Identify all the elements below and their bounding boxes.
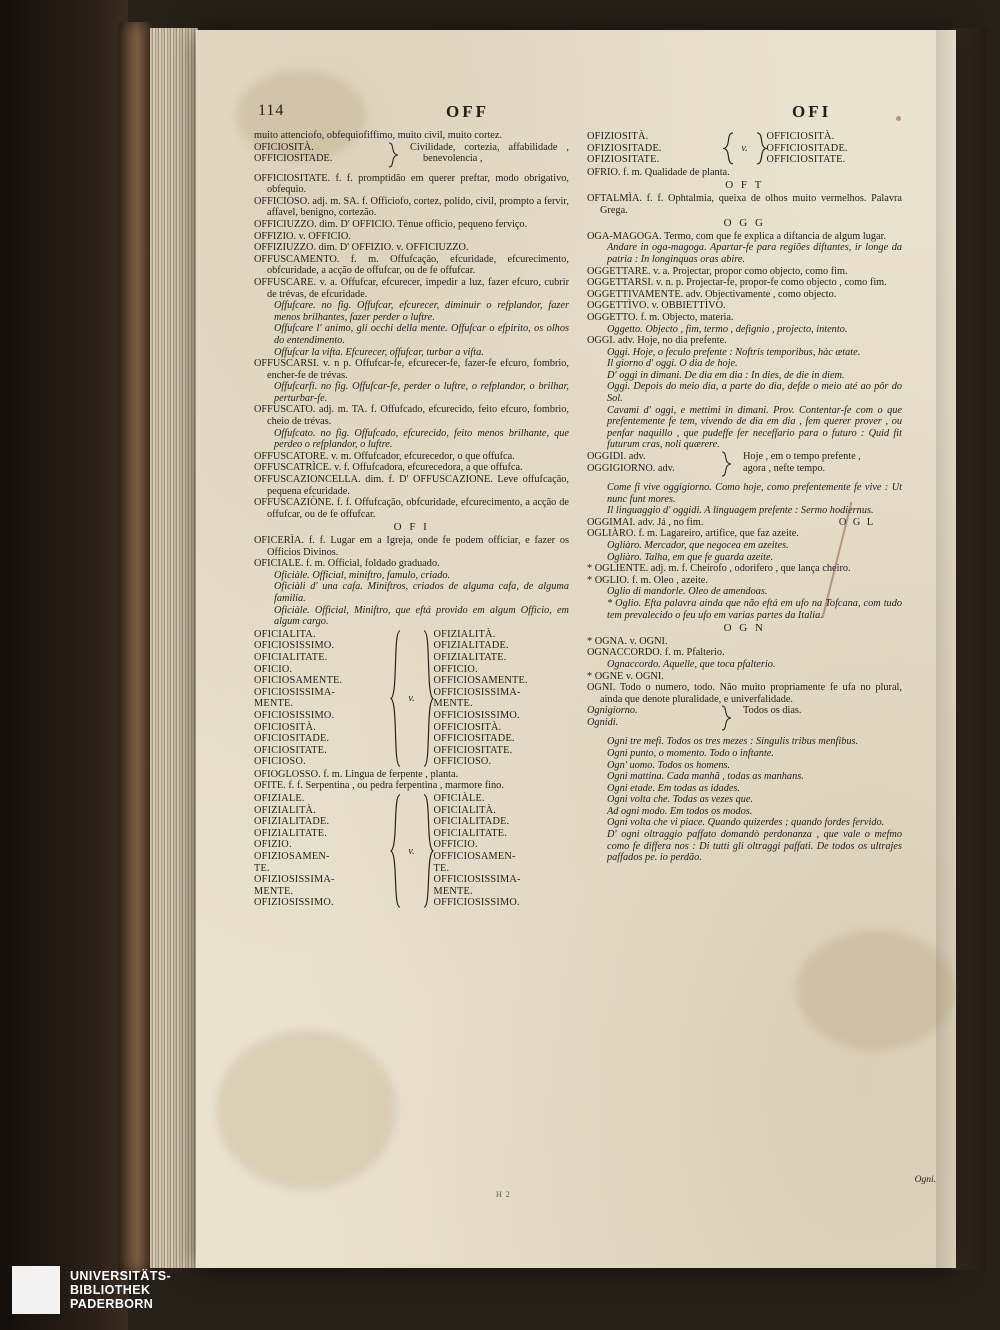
entry: OFFUSCATRÌCE. v. f. Offufcadora, efcurecedora, a que offufca. xyxy=(254,462,523,474)
catchword: Ogni. xyxy=(914,1175,936,1185)
brace-left-item: OFIZIALITÀ. xyxy=(254,804,316,816)
brace-see-also: v. xyxy=(408,692,415,704)
entry: muito attenciofo, obfequiofiffimo, muito civil, muito cortez. xyxy=(254,130,503,141)
brace-right-item: OFFICIO. xyxy=(433,839,478,851)
entry: OFFUSCAZIÒNE. f. f. Offufcação, obfcuridade, efcurecimento, a acção de offufcar, ou de fe offufcar. xyxy=(254,497,569,520)
entry-sub: Ogni etade. Em todas as idades. xyxy=(607,782,740,794)
brace-group-oggidi xyxy=(587,451,902,482)
entry: OGGETTO. f. m. Objecto, materia. xyxy=(587,311,734,323)
brace-icon xyxy=(386,142,402,173)
entry: OFFUSCAMENTO. f. m. Offufcação, efcuridade, efcurecimento, obfcuridade, a acção de offufcar, ou de fe offufcar. xyxy=(254,253,569,277)
brace-group-1 xyxy=(254,629,569,768)
entry-sub: Ognaccordo. Aquelle, que toca pfalterio. xyxy=(607,658,776,670)
entry-sub: D' ogni oltraggio paffato domandò perdonanza , que vale o mefmo como fe differa nos : Di tutti gli oltraggi paffati. De todos os ultrajes paffados pe. io perdão. xyxy=(607,829,902,864)
entry: OGGETTÌVO. v. OBBIETTÌVO. xyxy=(587,300,726,312)
library-stamp-text xyxy=(70,1269,171,1311)
brace-right-item: OFFICIOSAMENTE. xyxy=(433,675,528,687)
entry-headword: Ognidi. xyxy=(587,716,619,728)
brace-icon xyxy=(719,705,735,736)
entry-sub: Ogliàro. Talha, em que fe guarda azeite. xyxy=(607,551,774,563)
brace-right-item: OFFICIOSITATE. xyxy=(433,744,513,756)
brace-connector xyxy=(390,629,434,768)
entry-sub: Offufcato. no fig. Offufcado, efcurecido, feito menos brilhante, que perdeo o refplandor, o luftre. xyxy=(274,427,569,451)
brace-left-item: OFICIO. xyxy=(254,663,293,675)
entry: OFICIALE. f. m. Official, foldado graduado. xyxy=(254,558,440,570)
brace-icon xyxy=(719,451,735,482)
book-left-edge xyxy=(0,0,128,1330)
brace-see-also: v. xyxy=(408,845,415,857)
entry: * OGNE v. OGNI. xyxy=(587,670,664,682)
entry-sub: Ogliàro. Mercador, que negocea em azeites. xyxy=(607,540,789,551)
brace-group-oficiosita xyxy=(254,142,569,173)
book-page xyxy=(196,30,956,1268)
brace-left-item: OFICIOSISSIMA- xyxy=(254,686,336,698)
entry: OGGI. adv. Hoje, no dia prefente. xyxy=(587,335,727,347)
entry-sub: Offufcare l' animo, gli occhi della mente. Offufcar o efpirito, os olhos do entendimento. xyxy=(274,323,569,346)
stamp-line-3: PADERBORN xyxy=(70,1297,154,1311)
entry: OFFIZIO. v. OFFICIO. xyxy=(254,230,351,242)
brace-see-also: v. xyxy=(741,142,748,154)
entry-sub: * Oglio. Efta palavra ainda que não eftá em ufo na Tofcana, com tudo tem prevalecido o feu ufo em varias partes da Italia. xyxy=(607,597,902,621)
entry-definition: Hoje , em o tempo prefente , xyxy=(743,451,861,463)
entry-sub: Cavami d' oggi, e mettimi in dimani. Prov. Contentar-fe com o que prefentemente fe tem, vivendo de dia em dia , fem querer prover , ou penfar naquillo , que pudeffe fer neceffario para o futuro : Quid fit futurum cras, noli quærere. xyxy=(607,404,902,451)
brace-connector xyxy=(723,131,767,166)
entry: OFIOGLOSSO. f. m. Lingua de ferpente , planta. xyxy=(254,768,459,780)
stamp-line-1: UNIVERSITÄTS- xyxy=(70,1269,172,1283)
entry-sub: D' oggi in dimani. De dia em dia : In dies, de die in diem. xyxy=(607,369,845,381)
library-logo-icon xyxy=(12,1266,60,1314)
entry: OFFIZIUZZO. dim. D' OFFIZIO. v. OFFICIUZZO. xyxy=(254,242,469,254)
entry: OFFICIUZZO. dim. D' OFFICIO. Tènue officio, pequeno ferviço. xyxy=(254,218,528,230)
entry: OGA-MAGOGA. Termo, com que fe explica a diftancia de algum lugar. xyxy=(587,230,887,242)
brace-left-item: OFIZIOSISSIMO. xyxy=(254,897,334,909)
entry-sub: Come fi vive oggigiorno. Como hoje, como prefentemente fe vive : Ut nunc funt mores. xyxy=(607,482,902,505)
brace-right-item: OFFICIOSAMEN- xyxy=(433,851,516,863)
entry-sub: Ogni mattina. Cada manhã , todas as manhans. xyxy=(607,771,804,783)
page-content xyxy=(196,30,956,1268)
entry-sub: Ogni volta che vi piace. Quando quizerdes ; quando fordes fervido. xyxy=(607,817,885,829)
entry-definition: Civilidade, cortezia, affabilidade , benevolencia , xyxy=(410,141,569,165)
two-column-text xyxy=(254,130,902,910)
entry-sub: Offufcar la vifta. Efcurecer, offufcar, turbar a vifta. xyxy=(274,346,484,358)
brace-left-item: OFICIOSISSIMO. xyxy=(254,709,335,721)
brace-right-item: OFICIALITÀ. xyxy=(433,804,497,816)
section-heading: O G N xyxy=(723,622,766,635)
entry: OFICERÌA. f. f. Lugar em a Igreja, onde fe podem officiar, e fazer os Officios Divinos. xyxy=(254,535,569,558)
entry-sub: Andare in oga-magoga. Apartar-fe para regiões diftantes, ir longe da patria : In longinquas oras abire. xyxy=(607,242,902,265)
brace-left-item: OFIZIALITATE. xyxy=(254,827,327,839)
entry: OGNACCORDO. f. m. Pfalterio. xyxy=(587,647,725,659)
brace-icon xyxy=(420,793,434,909)
entry-sub: Il giorno d' oggi. O dia de hoje. xyxy=(607,358,738,370)
entry-sub: Ogni tre mefi. Todos os tres mezes : Singulis tribus menfibus. xyxy=(607,736,859,748)
brace-right-item: OFFICIOSITADE. xyxy=(433,733,515,745)
brace-right-item: MENTE. xyxy=(433,885,473,897)
brace-left-item: OFIZIOSITATE. xyxy=(587,154,660,166)
right-column xyxy=(587,130,902,910)
section-heading: O F I xyxy=(393,521,430,534)
entry-definition: agora , nefte tempo. xyxy=(743,462,826,474)
entry-headword: OGGIGIORNO. adv. xyxy=(587,462,675,474)
brace-right-item: OFIZIALITADE. xyxy=(433,640,509,652)
brace-left-item: OFIZIOSISSIMA- xyxy=(254,874,335,886)
entry: * OGNA. v. OGNI. xyxy=(587,635,668,647)
brace-right-item: OFFICIOSITATE. xyxy=(766,154,846,166)
entry-sub: Oglio di mandorle. Oleo de amendoas. xyxy=(607,586,768,598)
brace-left-item: OFIZIOSITÀ. xyxy=(587,131,649,142)
entry: OFFUSCARE. v. a. Offufcar, efcurecer, impedir a luz, fazer efcuro, cubrir de trévas, de efcuridade. xyxy=(254,276,569,300)
entry: OGGETTIVAMENTE. adv. Objectivamente , como objecto. xyxy=(587,288,837,300)
brace-right-item: MENTE. xyxy=(433,698,473,710)
brace-right-item: OFFICIOSISSIMO. xyxy=(433,897,520,909)
brace-right-item: OFFICIOSISSIMO. xyxy=(433,709,520,721)
library-stamp xyxy=(12,1266,171,1314)
entry: * OGLIENTE. adj. m. f. Cheirofo , odorifero , que lança cheiro. xyxy=(587,563,851,575)
entry-headword: OFFICIOSITADE. xyxy=(254,153,333,165)
entry: * OGLIO. f. m. Oleo , azeite. xyxy=(587,574,708,586)
entry: OFFUSCATO. adj. m. TA. f. Offufcado, efcurecido, feito efcuro, fombrio, cheio de trévas. xyxy=(254,404,569,428)
page-headline xyxy=(196,102,956,122)
entry-sub: Oficiàle. Official, miniftro, famulo, criado. xyxy=(274,569,451,581)
brace-left-item: OFIZIOSAMEN- xyxy=(254,851,330,863)
entry: OGGIMAI. adv. Já , no fim. xyxy=(587,516,704,528)
brace-left-item: MENTE. xyxy=(254,698,294,710)
running-head-right: OFI xyxy=(792,102,832,121)
entry-row-oggimai xyxy=(587,517,902,529)
brace-right-item: OFFICIOSITADE. xyxy=(766,142,848,154)
brace-left-item: MENTE. xyxy=(254,885,294,897)
brace-group-2 xyxy=(254,793,569,909)
entry: OFFUSCAZIONCELLA. dim. f. D' OFFUSCAZIONE. Leve offufcação, pequena efcuridade. xyxy=(254,474,569,497)
entry: OFITE. f. f. Serpentina , ou pedra ferpentina , marmore fino. xyxy=(254,780,504,792)
entry-definition: Todos os dias. xyxy=(743,705,802,717)
entry-headword: Ognigiorno. xyxy=(587,705,638,717)
brace-left-item: TE. xyxy=(254,862,270,874)
entry: OFTALMÌA. f. f. Ophtalmia, queixa de olhos muito vermelhos. Palavra Grega. xyxy=(587,192,902,216)
brace-right-item: OFICIALITATE. xyxy=(433,827,508,839)
brace-left-item: OFICIOSITÀ. xyxy=(254,721,316,733)
brace-right-item: OFFICIOSISSIMA- xyxy=(433,874,521,886)
brace-left-item: OFICIALITATE. xyxy=(254,651,328,663)
entry-sub: Ad ogni modo. Em todos os modos. xyxy=(607,805,753,817)
entry: OFFICIOSITATE. f. f. promptidão em querer preftar, modo obrigativo, obfequio. xyxy=(254,172,569,196)
entry: OGNI. Todo o numero, todo. Não muito propriamente fe ufa no plural, ainda que denote pluralidade, e univerfalidade. xyxy=(587,682,902,705)
brace-left-item: OFIZIALE. xyxy=(254,793,305,805)
brace-right-item: OFICIÀLE. xyxy=(433,793,485,805)
brace-left-item: OFICIOSITADE. xyxy=(254,733,330,745)
entry-sub: Ogni volta che. Todas as vezes que. xyxy=(607,794,754,806)
brace-connector xyxy=(390,793,434,909)
entry-sub: Ogn' uomo. Todos os homens. xyxy=(607,759,731,771)
entry-sub: Oggi. Depois do meio dia, a parte do dia, defde o meio até ao pôr do Sol. xyxy=(607,381,902,405)
brace-right-item: OFIZIALITATE. xyxy=(433,651,507,663)
section-heading: O F T xyxy=(725,179,764,192)
brace-icon xyxy=(753,131,767,166)
brace-left-item: OFICIOSITATE. xyxy=(254,744,327,756)
section-heading: O G L xyxy=(838,516,876,528)
brace-right-item: OFFICIOSO. xyxy=(433,756,492,768)
brace-left-item: OFICIOSAMENTE. xyxy=(254,675,343,687)
entry-sub: Oficiàli d' una cafa. Miniftros, criados de alguma cafa, de alguma familia. xyxy=(274,581,569,604)
running-head-left: OFF xyxy=(446,102,489,121)
entry: OGGETTARE. v. a. Projectar, propor como objecto, como fim. xyxy=(587,265,848,277)
entry-sub: Il linguaggio d' oggidi. A linguagem prefente : Sermo hodiernus. xyxy=(607,505,874,517)
brace-icon xyxy=(390,629,404,768)
entry: OGLIÀRO. f. m. Lagareiro, artifice, que faz azeite. xyxy=(587,528,799,540)
brace-left-item: OFICIOSO. xyxy=(254,756,306,768)
brace-left-item: OFICIOSISSIMO. xyxy=(254,640,335,652)
entry: OFFUSCATORE. v. m. Offufcador, efcurecedor, o que offufca. xyxy=(254,450,515,462)
folio-number: 114 xyxy=(258,102,285,119)
entry: OFFICIOSO. adj. m. SA. f. Officiofo, cortez, polido, civil, prompto a fervir, affavel, benigno, cortezão. xyxy=(254,195,569,219)
brace-left-item: OFICIALITA. xyxy=(254,628,316,640)
entry-headword: OFICIOSITÀ. xyxy=(254,141,314,153)
entry-headword: OGGIDI. adv. xyxy=(587,451,646,463)
section-heading: O G G xyxy=(723,217,766,230)
brace-right-item: OFICIALITADE. xyxy=(433,816,510,828)
brace-right-item: OFIZIALITÀ. xyxy=(433,628,496,640)
brace-right-item: TE. xyxy=(433,862,450,874)
brace-icon xyxy=(390,793,404,909)
brace-icon xyxy=(723,131,737,166)
brace-icon xyxy=(420,629,434,768)
page-edges xyxy=(150,28,198,1268)
entry: OFRIO. f. m. Qualidade de planta. xyxy=(587,166,730,178)
stamp-line-2: BIBLIOTHEK xyxy=(70,1283,151,1297)
pen-mark xyxy=(896,116,901,121)
entry-sub: Offufcare. no fig. Offufcar, efcurecer, diminuir o refplandor, fazer menos brilhantes, fazer perder o luftre. xyxy=(274,300,569,323)
brace-left-item: OFIZIALITADE. xyxy=(254,816,330,828)
signature-mark: H 2 xyxy=(496,1190,511,1199)
brace-right-item: OFFICIOSITÀ. xyxy=(433,721,502,733)
entry-sub: Oficiàle. Official, Miniftro, que eftá provido em algum Officio, em algum cargo. xyxy=(274,604,569,628)
brace-right-item: OFFICIO. xyxy=(433,663,478,675)
brace-left-item: OFIZIO. xyxy=(254,839,292,851)
entry-sub: Oggetto. Objecto , fim, termo , defignio , projecto, intento. xyxy=(607,323,848,335)
brace-left-item: OFIZIOSITADE. xyxy=(587,142,662,154)
brace-right-item: OFFICIOSITÀ. xyxy=(766,131,835,142)
entry: OFFUSCARSI. v. n p. Offufcar-fe, efcurecer-fe, fazer-fe efcuro, fombrio, encher-fe de trévas. xyxy=(254,358,569,381)
brace-right-item: OFFICIOSISSIMA- xyxy=(433,686,521,698)
book-spine xyxy=(118,22,152,1272)
entry-sub: Oggi. Hoje, o feculo prefente : Noftris temporibus, hàc ætate. xyxy=(607,346,861,358)
left-column xyxy=(254,130,569,910)
entry-sub: Offufcarfi. no fig. Offufcar-fe, perder o luftre, o refplandor, o brilhar, perturbar-fe. xyxy=(274,381,569,404)
entry-sub: Ogni punto, o momento. Todo o inftante. xyxy=(607,747,774,759)
brace-group-ofiziosita xyxy=(587,131,902,166)
entry: OGGETTARSI. v. n. p. Projectar-fe, propor-fe como objecto , como fim. xyxy=(587,277,887,289)
brace-group-ognigiorno xyxy=(587,705,902,736)
